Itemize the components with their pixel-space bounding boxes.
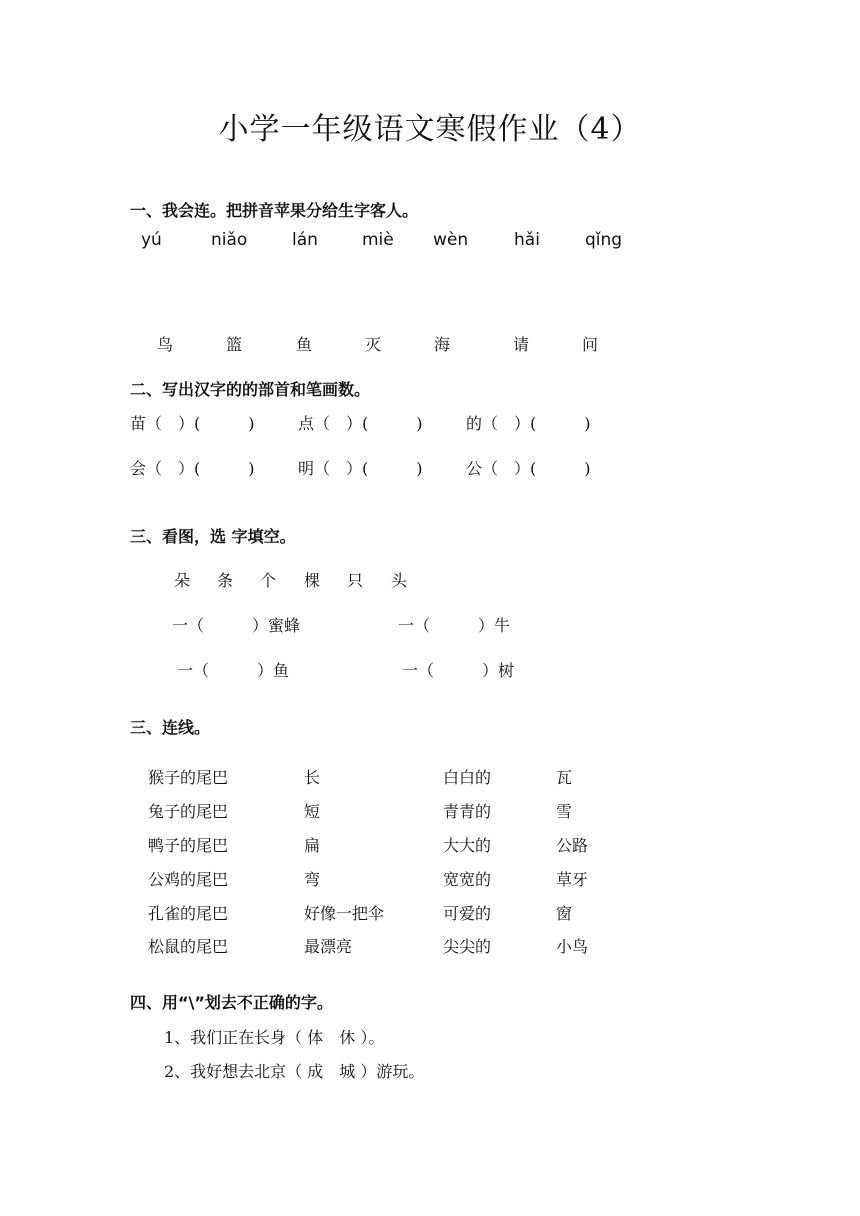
char-item: 鱼 [296, 335, 313, 354]
option-word: 只 [347, 571, 364, 590]
match-col4-item: 雪 [556, 802, 573, 821]
char-item: 鸟 [157, 335, 174, 354]
section-2-heading: 二、写出汉字的的部首和笔画数。 [130, 380, 371, 399]
match-col2-item: 扁 [304, 836, 321, 855]
char-item: 问 [582, 335, 599, 354]
match-col3-item: 青青的 [443, 802, 492, 821]
match-col1-item: 兔子的尾巴 [148, 802, 229, 821]
option-word: 朵 [174, 571, 191, 590]
match-col3-item: 宽宽的 [443, 870, 492, 889]
option-word: 个 [260, 571, 277, 590]
char-item: 篮 [226, 335, 243, 354]
match-col1-item: 公鸡的尾巴 [148, 870, 229, 889]
radical-blank: 苗（ ）( ) [130, 414, 255, 433]
match-col2-item: 弯 [304, 870, 321, 889]
match-col1-item: 孔雀的尾巴 [148, 904, 229, 923]
section-5-heading: 四、用“\”划去不正确的字。 [130, 993, 333, 1012]
match-col3-item: 白白的 [443, 768, 492, 787]
match-col2-item: 短 [304, 802, 321, 821]
section-3-heading: 三、看图，选 字填空。 [130, 527, 296, 546]
pinyin-item: hǎi [514, 230, 540, 250]
match-col2-item: 好像一把伞 [304, 904, 385, 923]
option-word: 条 [217, 571, 234, 590]
match-col3-item: 尖尖的 [443, 937, 492, 956]
section-1-heading: 一、我会连。把拼音苹果分给生字客人。 [130, 201, 419, 220]
char-item: 海 [434, 335, 451, 354]
match-col1-item: 猴子的尾巴 [148, 768, 229, 787]
match-col4-item: 小鸟 [556, 937, 589, 956]
match-col4-item: 公路 [556, 836, 589, 855]
radical-blank: 会（ ）( ) [130, 459, 255, 478]
pinyin-item: qǐng [585, 230, 623, 250]
correction-item: 1、我们正在长身（ 体 休 ）。 [164, 1028, 385, 1047]
char-item: 灭 [365, 335, 382, 354]
pinyin-item: lán [292, 230, 318, 250]
fill-blank-item: 一（ ）牛 [398, 616, 511, 635]
char-item: 请 [513, 335, 530, 354]
radical-blank: 公（ ）( ) [466, 459, 591, 478]
match-col3-item: 大大的 [443, 836, 492, 855]
radical-blank: 明（ ）( ) [298, 459, 423, 478]
pinyin-item: wèn [433, 230, 469, 250]
option-word: 头 [391, 571, 408, 590]
match-col4-item: 草牙 [556, 870, 589, 889]
correction-item: 2、我好想去北京（ 成 城 ）游玩。 [164, 1062, 425, 1081]
match-col1-item: 松鼠的尾巴 [148, 937, 229, 956]
match-col4-item: 窗 [556, 904, 573, 923]
pinyin-item: niǎo [211, 230, 248, 250]
pinyin-item: miè [362, 230, 394, 250]
radical-blank: 点（ ）( ) [298, 414, 423, 433]
pinyin-item: yú [141, 230, 162, 250]
radical-blank: 的（ ）( ) [466, 414, 591, 433]
option-word: 棵 [304, 571, 321, 590]
fill-blank-item: 一（ ）树 [402, 661, 515, 680]
fill-blank-item: 一（ ）蜜蜂 [172, 616, 301, 635]
page-title: 小学一年级语文寒假作业（4） [218, 112, 642, 147]
match-col4-item: 瓦 [556, 768, 573, 787]
match-col1-item: 鸭子的尾巴 [148, 836, 229, 855]
fill-blank-item: 一（ ）鱼 [177, 661, 290, 680]
match-col3-item: 可爱的 [443, 904, 492, 923]
match-col2-item: 长 [304, 768, 321, 787]
section-4-heading: 三、连线。 [130, 718, 211, 737]
match-col2-item: 最漂亮 [304, 937, 353, 956]
